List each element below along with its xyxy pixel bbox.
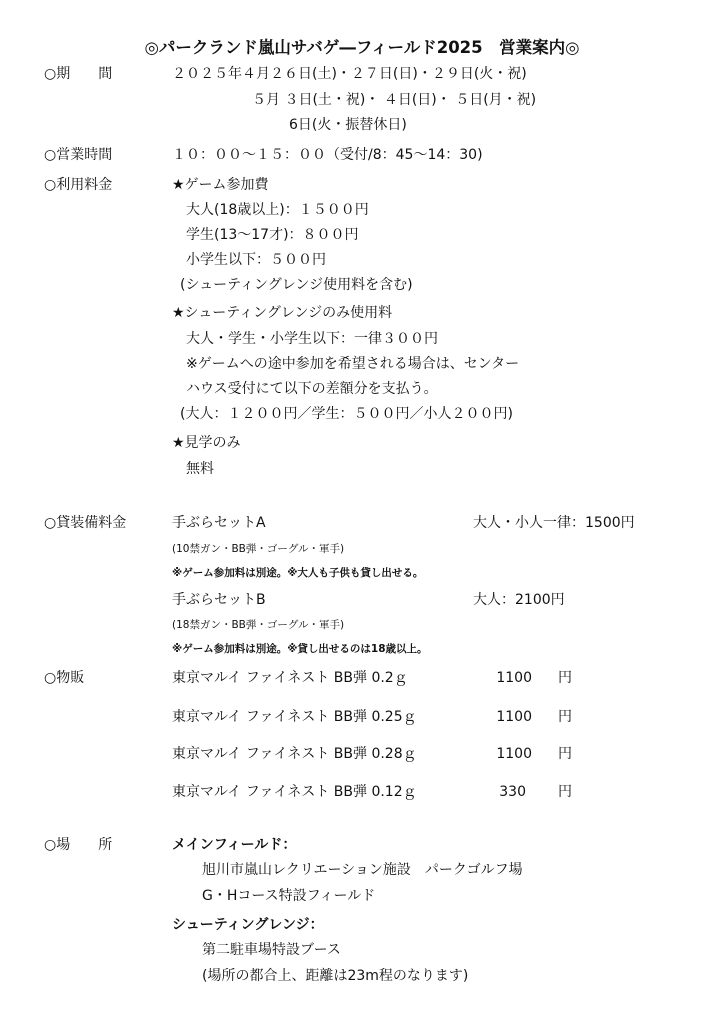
sales-item-name: 東京マルイ ファイネスト BB弾 0.28ｇ	[172, 746, 417, 762]
sales-item-unit: 円	[558, 784, 572, 800]
shooting-range-header: シューティングレンジ：	[172, 917, 324, 933]
fees-label: ○利用料金	[44, 177, 113, 193]
main-field-header: メインフィールド：	[172, 837, 297, 853]
period-label: ○期 間	[44, 66, 113, 82]
sales-item-price: 1100	[496, 746, 532, 762]
game-fee-note: (シューティングレンジ使用料を含む)	[180, 277, 413, 293]
rental-label: ○貸装備料金	[44, 515, 127, 531]
game-fee-header: ★ゲーム参加費	[172, 177, 269, 193]
sales-item-unit: 円	[558, 709, 572, 725]
rental-set-b-price: 大人：2100円	[473, 592, 565, 608]
hours-label: ○営業時間	[44, 147, 113, 163]
range-fee-difference: (大人：１２００円／学生：５００円／小人２００円)	[180, 406, 513, 422]
main-field-line2: G・Hコース特設フィールド	[202, 888, 376, 904]
range-fee-flat: 大人・学生・小学生以下：一律３００円	[186, 331, 438, 347]
page-title: ◎パークランド嵐山サバゲ―フィールド2025 営業案内◎	[144, 38, 580, 57]
rental-set-a-name: 手ぶらセットA	[172, 515, 266, 531]
sales-item-price: 330	[499, 784, 526, 800]
rental-set-a-contents: (10禁ガン・BB弾・ゴーグル・軍手)	[172, 543, 345, 555]
game-fee-student: 学生(13～17才)：８００円	[186, 227, 359, 243]
sales-item-name: 東京マルイ ファイネスト BB弾 0.12ｇ	[172, 784, 417, 800]
range-fee-note-line1: ※ゲームへの途中参加を希望される場合は、センター	[186, 356, 520, 372]
rental-set-a-note: ※ゲーム参加料は別途。※大人も子供も貸し出せる。	[172, 567, 424, 579]
sales-item-unit: 円	[558, 746, 572, 762]
hours-value: １０：００～１５：００（受付/8：45～14：30)	[172, 147, 483, 163]
sales-item-name: 東京マルイ ファイネスト BB弾 0.2ｇ	[172, 670, 408, 686]
sales-label: ○物販	[44, 670, 85, 686]
sales-item-price: 1100	[496, 670, 532, 686]
sales-item-price: 1100	[496, 709, 532, 725]
shooting-range-line2: (場所の都合上、距離は23m程のなります)	[202, 968, 469, 984]
range-fee-header: ★シューティングレンジのみ使用料	[172, 305, 393, 321]
sales-item-name: 東京マルイ ファイネスト BB弾 0.25ｇ	[172, 709, 417, 725]
visit-fee-value: 無料	[186, 461, 214, 477]
game-fee-child: 小学生以下：５００円	[186, 252, 326, 268]
rental-set-b-note: ※ゲーム参加料は別途。※貸し出せるのは18歳以上。	[172, 643, 428, 655]
rental-set-b-name: 手ぶらセットB	[172, 592, 266, 608]
main-field-line1: 旭川市嵐山レクリエーション施設 パークゴルフ場	[202, 862, 523, 878]
game-fee-adult: 大人(18歳以上)：１５００円	[186, 202, 369, 218]
range-fee-note-line2: ハウス受付にて以下の差額分を支払う。	[186, 381, 438, 397]
sales-item-unit: 円	[558, 670, 572, 686]
period-dates-line3: 6日(火・振替休日)	[289, 117, 407, 133]
visit-fee-header: ★見学のみ	[172, 435, 241, 451]
period-dates-line1: ２０２５年４月２６日(土)・２７日(日)・２９日(火・祝)	[172, 66, 527, 82]
period-dates-line2: ５月 ３日(土・祝)・ ４日(日)・ ５日(月・祝)	[252, 92, 537, 108]
rental-set-b-contents: (18禁ガン・BB弾・ゴーグル・軍手)	[172, 619, 345, 631]
shooting-range-line1: 第二駐車場特設ブース	[202, 942, 341, 958]
rental-set-a-price: 大人・小人一律：1500円	[473, 515, 635, 531]
location-label: ○場 所	[44, 837, 113, 853]
